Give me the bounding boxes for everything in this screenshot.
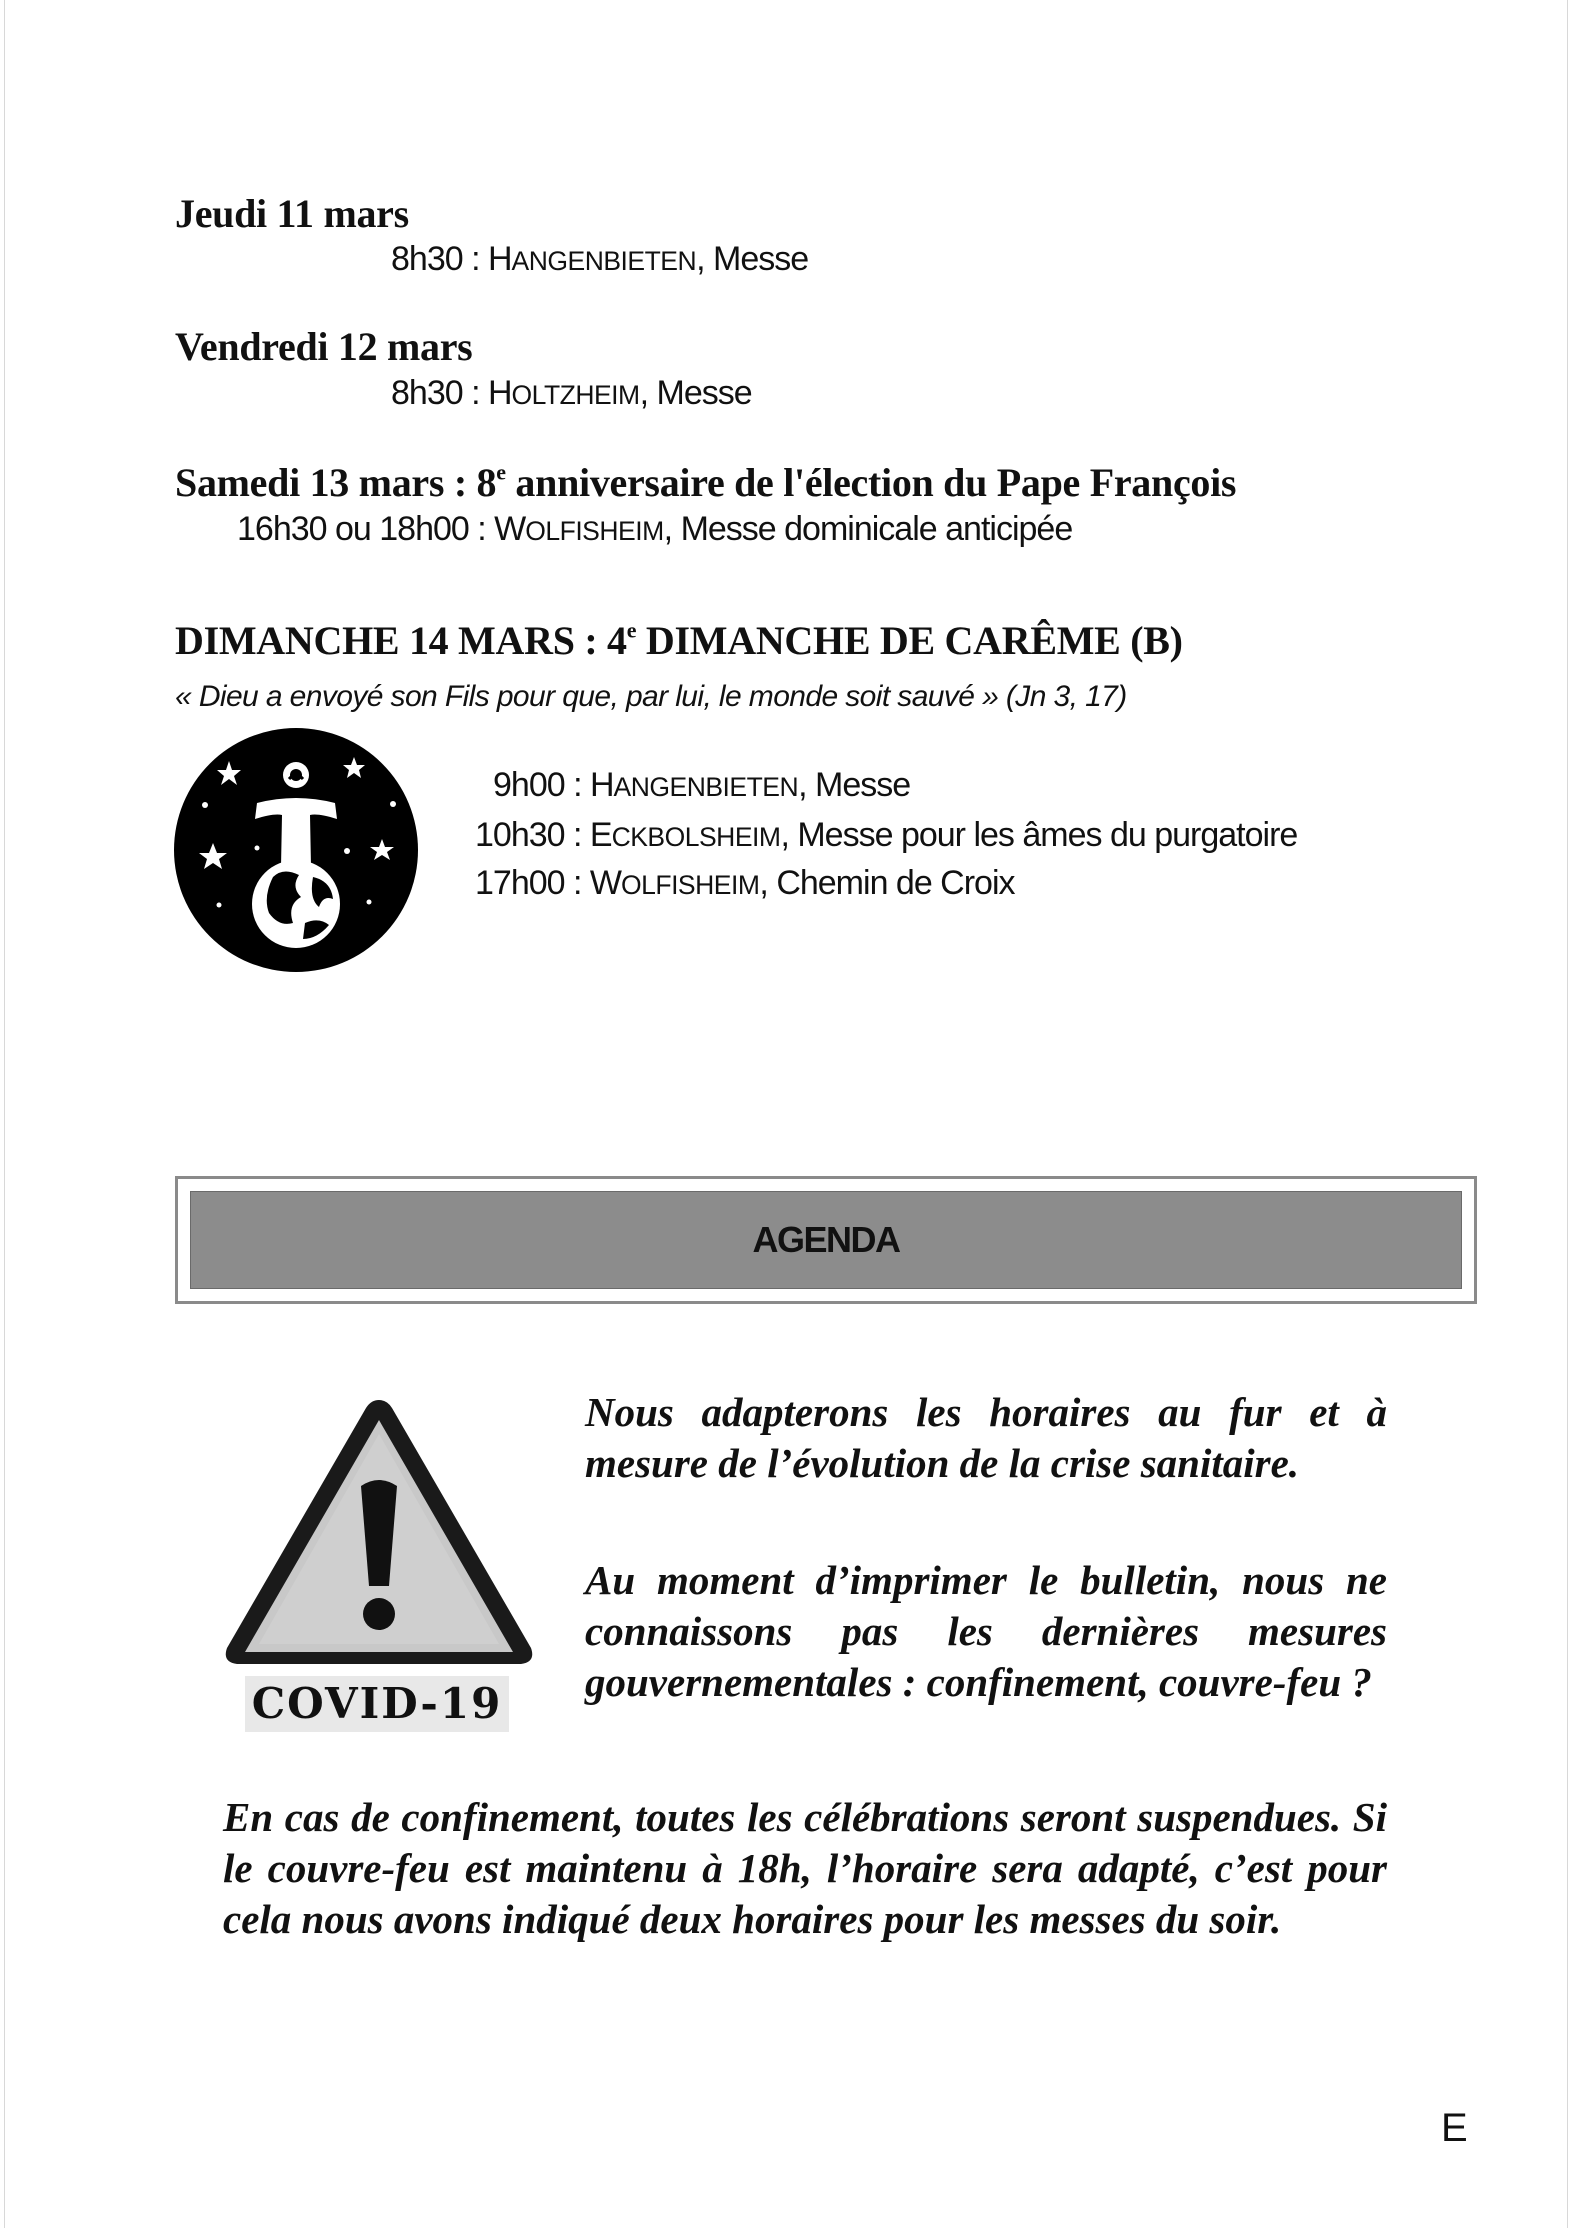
day-title-saturday: Samedi 13 mars : 8e anniversaire de l'élection du Pape François bbox=[175, 459, 1237, 505]
christ-on-globe-icon bbox=[173, 727, 419, 973]
entry-desc: , Messe dominicale anticipée bbox=[663, 510, 1073, 548]
covid-label: COVID-19 bbox=[251, 1679, 503, 1728]
entry-desc: , Messe bbox=[639, 374, 752, 412]
scripture-quote: « Dieu a envoyé son Fils pour que, par lui, le monde soit sauvé » (Jn 3, 17) bbox=[175, 680, 1127, 713]
schedule-entry bbox=[237, 510, 1072, 549]
covid-note-2: Au moment d’imprimer le bulletin, nous ne connaissons pas les dernières mesures gouvernementales : confinement, couvre-feu ? bbox=[585, 1557, 1387, 1705]
entry-time: 9h00 : bbox=[493, 766, 582, 804]
warning-triangle-icon bbox=[221, 1396, 537, 1670]
entry-place: HANGENBIETEN bbox=[487, 240, 697, 278]
schedule-entry bbox=[391, 240, 808, 279]
entry-desc: , Chemin de Croix bbox=[759, 864, 1015, 902]
entry-place: HANGENBIETEN bbox=[589, 766, 799, 804]
entry-place: ECKBOLSHEIM bbox=[589, 816, 781, 854]
entry-desc: , Messe bbox=[798, 766, 911, 804]
schedule-entry bbox=[493, 766, 910, 805]
agenda-banner bbox=[190, 1191, 1462, 1289]
entry-time: 16h30 ou 18h00 : bbox=[237, 510, 486, 548]
entry-time: 17h00 : bbox=[475, 864, 582, 902]
day-title-friday: Vendredi 12 mars bbox=[175, 324, 473, 369]
day-title-sunday: DIMANCHE 14 MARS : 4e DIMANCHE DE CARÊME (B) bbox=[175, 617, 1183, 663]
covid-label-box bbox=[245, 1676, 509, 1732]
entry-desc: , Messe bbox=[696, 240, 809, 278]
day-title-thursday: Jeudi 11 mars bbox=[175, 191, 409, 236]
schedule-entry bbox=[391, 374, 752, 413]
entry-place: HOLTZHEIM bbox=[487, 374, 640, 412]
schedule-entry bbox=[475, 816, 1297, 855]
entry-place: WOLFISHEIM bbox=[494, 510, 664, 548]
entry-time: 10h30 : bbox=[475, 816, 582, 854]
entry-place: WOLFISHEIM bbox=[589, 864, 760, 902]
agenda-header bbox=[175, 1176, 1477, 1304]
entry-desc: , Messe pour les âmes du purgatoire bbox=[780, 816, 1298, 854]
entry-time: 8h30 : bbox=[391, 240, 480, 278]
bulletin-page bbox=[4, 0, 1568, 2228]
agenda-title: AGENDA bbox=[752, 1219, 900, 1260]
schedule-entry bbox=[475, 864, 1015, 903]
covid-note-3: En cas de confinement, toutes les célébrations seront suspendues. Si le couvre-feu est maintenu à 18h, l’horaire sera adapté, c’est pour cela nous avons indiqué deux horaires pour les messes du soir. bbox=[223, 1794, 1387, 1942]
covid-note-1: Nous adapterons les horaires au fur et à mesure de l’évolution de la crise sanitaire. bbox=[585, 1389, 1387, 1486]
page-letter: E bbox=[1441, 2106, 1468, 2150]
entry-time: 8h30 : bbox=[391, 374, 480, 412]
